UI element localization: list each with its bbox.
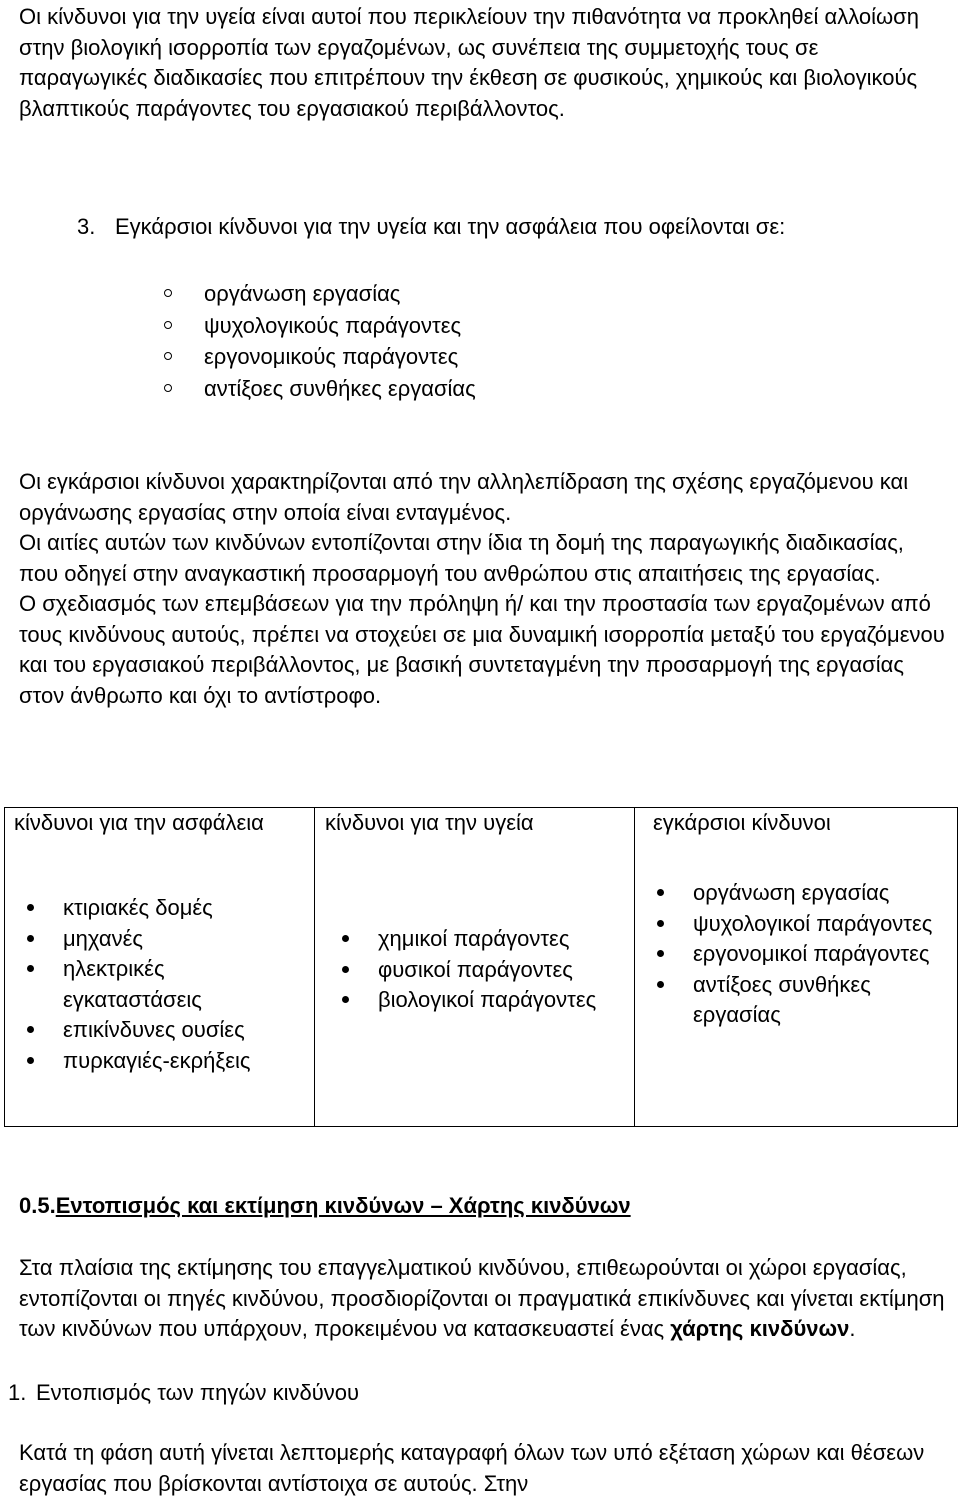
section-3-list	[160, 278, 476, 404]
section-0-5-title	[19, 1191, 631, 1222]
bullet-icon	[164, 384, 172, 392]
list-item-text: εργονομικούς παράγοντες	[204, 344, 459, 369]
bullet-icon	[657, 889, 664, 896]
list-item	[160, 341, 476, 373]
cross-risks-paragraph-1: Οι εγκάρσιοι κίνδυνοι χαρακτηρίζονται από την αλληλεπίδραση της σχέσης εργαζόμενου και οργάνωσης εργασίας στην οποία είναι ενταγμένος.	[19, 469, 909, 525]
list-item	[342, 924, 622, 955]
list-item-text: κτιριακές δομές	[63, 895, 213, 920]
bullet-icon	[657, 920, 664, 927]
list-item	[27, 1046, 297, 1077]
bullet-icon	[27, 1057, 34, 1064]
column-header: κίνδυνοι για την ασφάλεια	[14, 810, 264, 835]
bullet-icon	[27, 965, 34, 972]
list-item	[657, 909, 952, 940]
list-item-text: πυρκαγιές-εκρήξεις	[63, 1047, 251, 1073]
bullet-icon	[27, 904, 34, 911]
list-item	[27, 954, 297, 1015]
list-item-text: εργονομικοί παράγοντες	[693, 941, 930, 966]
bullet-icon	[27, 935, 34, 942]
list-item-text: χημικοί παράγοντες	[378, 926, 570, 951]
bullet-icon	[342, 935, 349, 942]
list-item	[657, 970, 952, 1031]
table-column-cross	[635, 808, 957, 1126]
bullet-icon	[342, 996, 349, 1003]
list-item-text: αντίξοες συνθήκες εργασίας	[204, 375, 476, 401]
table-column-health	[315, 808, 635, 1126]
bullet-icon	[342, 966, 349, 973]
paragraph-text: Στα πλαίσια της εκτίμησης του επαγγελματικού κινδύνου, επιθεωρούνται οι χώροι εργασίας, εντοπίζονται οι πηγές κινδύνου, προσδιορίζονται οι πραγματικά επικίνδυνες και γίνεται εκτίμηση των κινδύνων που υπάρχουν, προκειμένου να κατασκευαστεί ένας	[19, 1255, 945, 1341]
list-item	[160, 373, 476, 405]
list-item-text: αντίξοες συνθήκες εργασίας	[693, 971, 871, 1027]
list-item	[342, 955, 622, 986]
cross-risks-text	[19, 467, 949, 711]
list-item	[27, 924, 297, 955]
bold-term: χάρτης κινδύνων	[670, 1316, 850, 1341]
column-list	[27, 893, 297, 1076]
list-item-text: ψυχολογικούς παράγοντες	[204, 312, 462, 338]
bullet-icon	[657, 950, 664, 957]
list-item-text: οργάνωση εργασίας	[204, 281, 401, 306]
bullet-icon	[657, 981, 664, 988]
list-item	[27, 893, 297, 924]
list-item-text: ηλεκτρικές εγκαταστάσεις	[63, 956, 202, 1012]
cross-risks-paragraph-2: Οι αιτίες αυτών των κινδύνων εντοπίζονται στην ίδια τη δομή της παραγωγικής διαδικασίας, που οδηγεί στην αναγκαστική προσαρμογή του ανθρώπου στις απαιτήσεις της εργασίας.	[19, 530, 904, 586]
paragraph-end: .	[849, 1316, 856, 1341]
bullet-icon	[164, 289, 172, 297]
column-header: εγκάρσιοι κίνδυνοι	[653, 810, 831, 835]
bullet-icon	[164, 321, 172, 329]
column-list	[657, 878, 952, 1031]
bullet-icon	[164, 352, 172, 360]
list-item-text: βιολογικοί παράγοντες	[378, 987, 597, 1012]
list-item	[657, 939, 952, 970]
section-title-text: Εντοπισμός και εκτίμηση κινδύνων – Χάρτης κινδύνων	[55, 1193, 631, 1218]
column-list	[342, 924, 622, 1016]
step-1-paragraph: Κατά τη φάση αυτή γίνεται λεπτομερής καταγραφή όλων των υπό εξέταση χώρων και θέσεων εργασίας που βρίσκονται αντίστοιχα σε αυτούς. Στην	[19, 1440, 925, 1496]
hazard-map-paragraph	[19, 1253, 949, 1345]
section-3-heading-text: Εγκάρσιοι κίνδυνοι για την υγεία και την ασφάλεια που οφείλονται σε:	[115, 214, 786, 239]
list-item-text: ψυχολογικοί παράγοντες	[693, 910, 933, 936]
bullet-icon	[27, 1026, 34, 1033]
step-number: 1.	[8, 1380, 27, 1405]
list-item	[657, 878, 952, 909]
section-number: 0.5.	[19, 1193, 56, 1218]
step-title: Εντοπισμός των πηγών κινδύνου	[36, 1380, 360, 1405]
list-item-text: οργάνωση εργασίας	[693, 880, 890, 905]
intro-paragraph: Οι κίνδυνοι για την υγεία είναι αυτοί που περικλείουν την πιθανότητα να προκληθεί αλλοίωση στην βιολογική ισορροπία των εργαζομένων, ως συνέπεια της συμμετοχής τους σε παραγωγικές διαδικασίες που επιτρέπουν την έκθεση σε φυσικούς, χημικούς και βιολογικούς βλαπτικούς παράγοντες του εργασιακού περιβάλλοντος.	[19, 4, 919, 121]
list-item-text: επικίνδυνες ουσίες	[63, 1017, 245, 1042]
section-3-number: 3.	[77, 214, 96, 239]
list-item	[27, 1015, 297, 1046]
list-item	[342, 985, 622, 1016]
list-item	[160, 278, 476, 310]
list-item	[160, 310, 476, 342]
risk-categories-table	[4, 807, 958, 1127]
cross-risks-paragraph-3: Ο σχεδιασμός των επεμβάσεων για την πρόληψη ή/ και την προστασία των εργαζομένων από τους κινδύνους αυτούς, πρέπει να στοχεύει σε μια δυναμική ισορροπία μεταξύ του εργαζόμενου και του εργασιακού περιβάλλοντος, με βασική συντεταγμένη την προσαρμογή της εργασίας στον άνθρωπο και όχι το αντίστροφο.	[19, 591, 945, 708]
column-header: κίνδυνοι για την υγεία	[325, 810, 534, 835]
list-item-text: μηχανές	[63, 925, 143, 951]
table-column-safety	[5, 808, 315, 1126]
list-item-text: φυσικοί παράγοντες	[378, 956, 573, 982]
step-1-heading	[8, 1378, 359, 1409]
section-3-heading	[77, 212, 785, 243]
